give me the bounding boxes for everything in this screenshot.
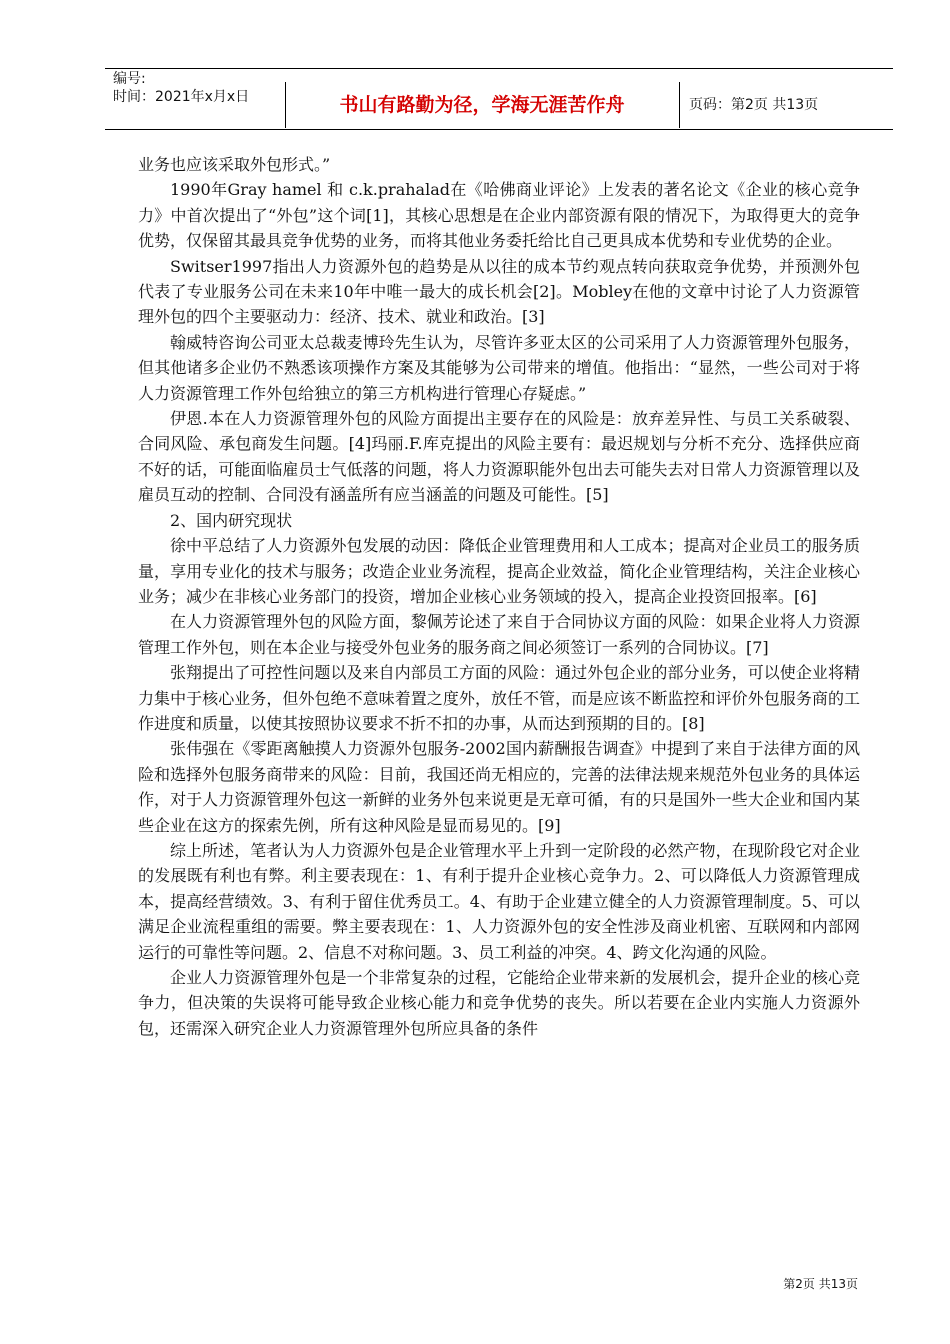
body-paragraph: 在人力资源管理外包的风险方面，黎佩芳论述了来自于合同协议方面的风险：如果企业将人力资源管理工作外包，则在本企业与接受外包业务的服务商之间必须签订一系列的合同协议。[7] — [138, 612, 860, 657]
body-paragraph: 业务也应该采取外包形式。” — [138, 155, 331, 174]
header-motto: 书山有路勤为径，学海无涯苦作舟 — [339, 94, 625, 116]
body-paragraph: 2、国内研究现状 — [170, 510, 293, 530]
body-paragraph: 翰威特咨询公司亚太总裁麦博玲先生认为，尽管许多亚太区的公司采用了人力资源管理外包服务，但其他诸多企业仍不熟悉该项操作方案及其能够为公司带来的增值。他指出：“显然，一些公司对于将人力资源管理工作外包给独立的第三方机构进行管理心存疑虑。” — [138, 332, 860, 403]
body-paragraph: 伊恩.本在人力资源管理外包的风险方面提出主要存在的风险是：放弃差异性、与员工关系破裂、合同风险、承包商发生问题。[4]玛丽.F.库克提出的风险主要有：最迟规划与分析不充分、选择供应商不好的话，可能面临雇员士气低落的问题，将人力资源职能外包出去可能失去对日常人力资源管理以及雇员互动的控制、合同没有涵盖所有应当涵盖的问题及可能性。[5] — [138, 409, 860, 505]
document-date: 时间：2021年x月x日 — [113, 89, 250, 105]
header-divider-right — [679, 82, 680, 128]
header-meta — [113, 70, 249, 106]
header-bottom-rule — [105, 129, 893, 130]
document-body — [138, 152, 860, 1041]
page-footer: 第2页 共13页 — [783, 1277, 858, 1291]
body-paragraph: Switser1997指出人力资源外包的趋势是从以往的成本节约观点转向获取竞争优势，并预测外包代表了专业服务公司在未来10年中唯一最大的成长机会[2]。Mobley在他的文章中讨论了人力资源管理外包的四个主要驱动力：经济、技术、就业和政治。[3] — [138, 256, 860, 327]
body-paragraph: 张翔提出了可控性问题以及来自内部员工方面的风险：通过外包企业的部分业务，可以使企业将精力集中于核心业务，但外包绝不意味着置之度外，放任不管，而是应该不断监控和评价外包服务商的工作进度和质量，以使其按照协议要求不折不扣的办事，从而达到预期的目的。[8] — [138, 663, 860, 733]
body-paragraph: 1990年Gray hamel 和 c.k.prahalad在《哈佛商业评论》上发表的著名论文《企业的核心竞争力》中首次提出了“外包”这个词[1]，其核心思想是在企业内部资源有限的情况下，为取得更大的竞争优势，仅保留其最具竞争优势的业务，而将其他业务委托给比自己更具成本优势和专业优势的企业。 — [138, 180, 860, 251]
header-top-rule — [105, 68, 893, 69]
body-paragraph: 企业人力资源管理外包是一个非常复杂的过程，它能给企业带来新的发展机会，提升企业的核心竞争力，但决策的失误将可能导致企业核心能力和竞争优势的丧失。所以若要在企业内实施人力资源外包，还需深入研究企业人力资源管理外包所应具备的条件 — [138, 968, 860, 1038]
body-paragraph: 徐中平总结了人力资源外包发展的动因：降低企业管理费用和人工成本；提高对企业员工的服务质量，享用专业化的技术与服务；改造企业业务流程，提高企业效益，简化企业管理结构，关注企业核心业务；减少在非核心业务部门的投资，增加企业核心业务领域的投入，提高企业投资回报率。[6] — [138, 536, 860, 606]
header-page-info: 页码：第2页 共13页 — [689, 97, 819, 113]
body-paragraph: 张伟强在《零距离触摸人力资源外包服务-2002国内薪酬报告调查》中提到了来自于法律方面的风险和选择外包服务商带来的风险：目前，我国还尚无相应的，完善的法律法规来规范外包业务的具体运作，对于人力资源管理外包这一新鲜的业务外包来说更是无章可循，有的只是国外一些大企业和国内某些企业在这方的探索先例，所有这种风险是显而易见的。[9] — [138, 739, 860, 835]
page-header — [105, 68, 893, 132]
body-paragraph: 综上所述，笔者认为人力资源外包是企业管理水平上升到一定阶段的必然产物，在现阶段它对企业的发展既有利也有弊。利主要表现在：1、有利于提升企业核心竞争力。2、可以降低人力资源管理成本，提高经营绩效。3、有利于留住优秀员工。4、有助于企业建立健全的人力资源管理制度。5、可以满足企业流程重组的需要。弊主要表现在：1、人力资源外包的安全性涉及商业机密、互联网和内部网运行的可靠性等问题。2、信息不对称问题。3、员工利益的冲突。4、跨文化沟通的风险。 — [138, 840, 860, 962]
document-number-label: 编号: — [113, 71, 146, 87]
